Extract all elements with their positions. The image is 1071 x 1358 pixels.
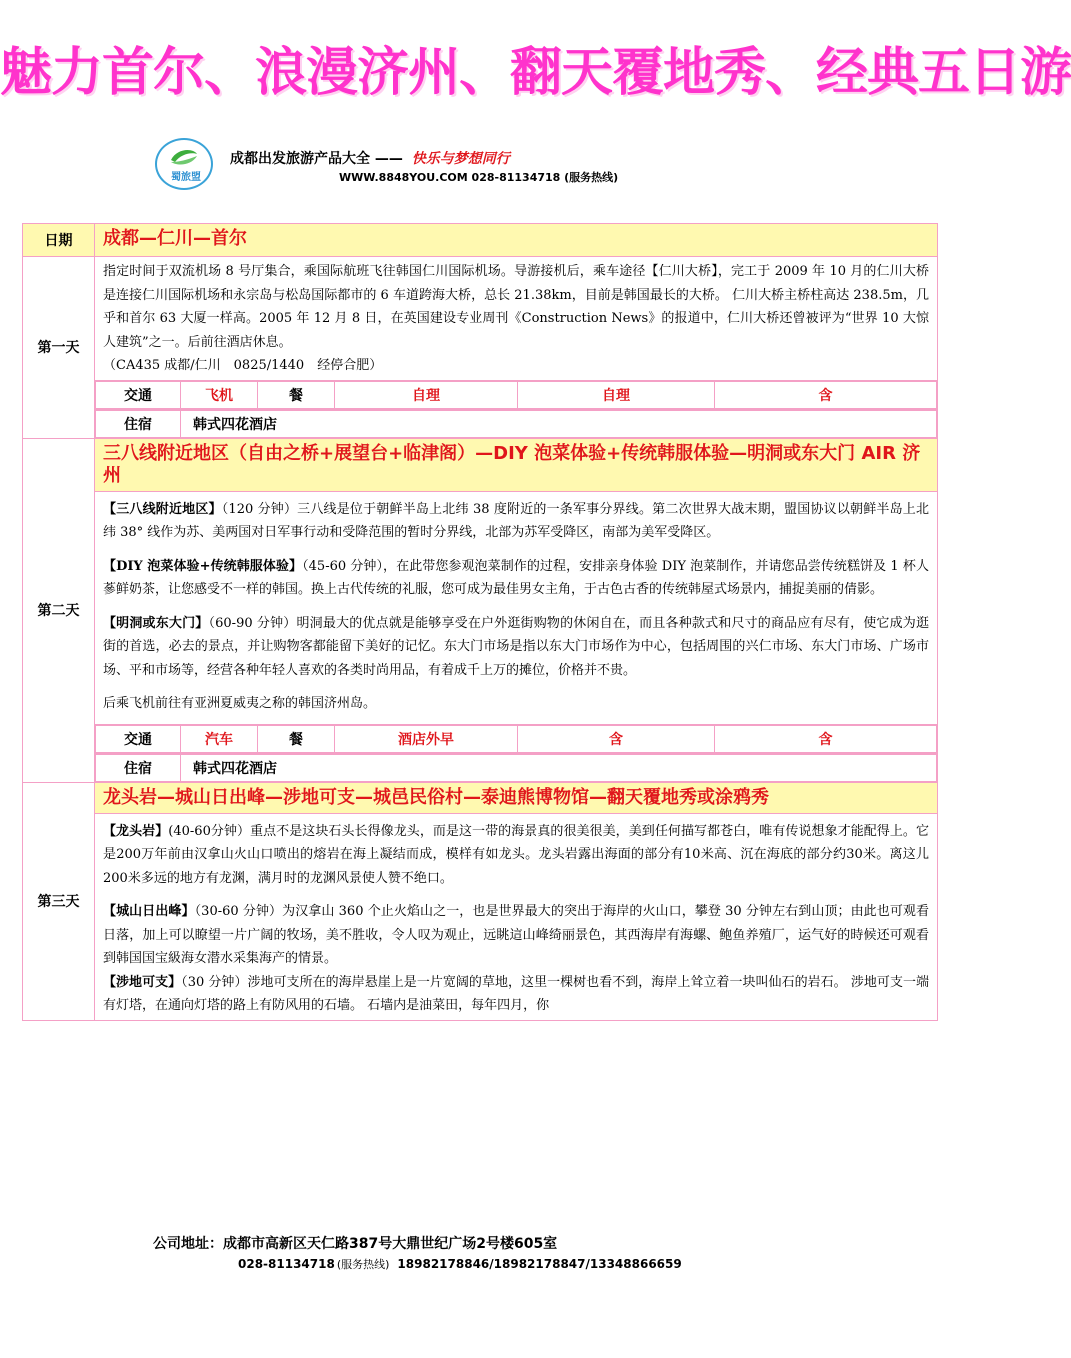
brand-tagline <box>230 148 510 168</box>
footer-mobiles: 18982178846/18982178847/13348866659 <box>397 1257 682 1271</box>
day3-route-row <box>23 782 938 813</box>
brand-banner <box>155 138 715 190</box>
date-header: 日期 <box>23 224 95 257</box>
address-value: 成都市高新区天仁路387号大鼎世纪广场2号楼605室 <box>223 1236 558 1252</box>
day2-paragraph-1: 【三八线附近地区】（120 分钟）三八线是位于朝鲜半岛上北纬 38 度附近的一条军事分界线。第二次世界大战末期，盟国协议以朝鲜半岛上北纬 38° 线作为苏、美两国对日军事行动和受降范围的暂时分界线，北部为苏军受降区，南部为美军受降区。 <box>103 501 929 540</box>
day1-transport-row <box>23 380 938 409</box>
day2-paragraph-3: 【明洞或东大门】（60-90 分钟）明洞最大的优点就是能够享受在户外逛街购物的休闲自在，而且各种款式和尺寸的商品应有尽有，使它成为逛街的首选，必去的景点，并让购物客都能留下美好的记忆。东大门市场是指以东大门市场作为中心，包括周围的兴仁市场、东大门市场、广场市场、平和市场等，经营各种年轻人喜欢的各类时尚用品，有着成千上万的摊位，价格并不贵。 <box>103 615 929 678</box>
logo-text: 蜀旅盟 <box>171 172 201 183</box>
day2-paragraph-2: 【DIY 泡菜体验+传统韩服体验】（45-60 分钟），在此带您参观泡菜制作的过程，安排亲身体验 DIY 泡菜制作，并请您品尝传统糕饼及 1 杯人蔘鲜奶茶，让您感受不一样的韩国。换上古代传统的礼服，您可成为最佳男女主角，于古色古香的传统韩屋式场景内，捕捉美丽的倩影。 <box>103 558 929 597</box>
brand-logo <box>155 138 213 190</box>
day2-label: 第二天 <box>23 438 95 782</box>
day3-paragraph-1: 【龙头岩】(40-60分钟）重点不是这块石头长得像龙头，而是这一带的海景真的很美很美，美到任何描写都苍白，唯有传说想象才能配得上。它是200万年前由汉拿山火山口喷出的熔岩在海上凝结而成，模样有如龙头。龙头岩露出海面的部分有10米高、沉在海底的部分约30米。离这儿200米多远的地方有龙渊，满月时的龙渊风景使人赞不绝口。 <box>103 823 929 886</box>
brand-slogan: 快乐与梦想同行 <box>411 151 510 167</box>
footer-hotline-note: (服务热线) <box>336 1258 390 1271</box>
brand-name: 成都出发旅游产品大全 —— <box>230 151 403 167</box>
day2-transport: 汽车 <box>181 725 258 752</box>
day1-lunch: 自理 <box>518 381 715 408</box>
brand-contact <box>339 169 618 185</box>
company-address <box>153 1233 682 1253</box>
day2-route-row <box>23 438 938 491</box>
day1-flight: （CA435 成都/仁川 0825/1440 经停合肥） <box>103 358 383 373</box>
day2-dinner: 含 <box>715 725 937 752</box>
day1-transport: 飞机 <box>181 381 258 408</box>
footer-phone: 028-81134718 <box>238 1257 335 1271</box>
day2-lunch: 含 <box>518 725 715 752</box>
day1-breakfast: 自理 <box>335 381 518 408</box>
brand-website[interactable]: WWW.8848YOU.COM <box>339 171 468 184</box>
day3-route: 龙头岩—城山日出峰—涉地可支—城邑民俗村—泰迪熊博物馆—翻天覆地秀或涂鸦秀 <box>95 782 938 813</box>
day2-description-row <box>23 491 938 724</box>
day2-breakfast: 酒店外早 <box>335 725 518 752</box>
day2-route: 三八线附近地区（自由之桥+展望台+临津阁）—DIY 泡菜体验+传统韩服体验—明洞或东大门 AIR 济州 <box>95 438 938 491</box>
day2-description <box>95 491 938 724</box>
day2-stay-row <box>23 753 938 782</box>
day1-description-row <box>23 257 938 381</box>
day1-route: 成都—仁川—首尔 <box>95 224 938 257</box>
footer <box>153 1233 682 1272</box>
day3-description <box>95 813 938 1020</box>
itinerary-table <box>22 223 938 1021</box>
day3-label: 第三天 <box>23 782 95 1020</box>
day2-transport-row <box>23 724 938 753</box>
day2-paragraph-4: 后乘飞机前往有亚洲夏威夷之称的韩国济州岛。 <box>103 696 377 711</box>
transport-label: 交通 <box>96 725 181 752</box>
day3-paragraph-3: 【涉地可支】（30 分钟）涉地可支所在的海岸悬崖上是一片宽阔的草地，这里一棵树也看不到，海岸上耸立着一块叫仙石的岩石。 涉地可支一端有灯塔，在通向灯塔的路上有防风用的石墙。 石墙内是油菜田，每年四月，你 <box>103 974 929 1013</box>
day1-label: 第一天 <box>23 257 95 439</box>
table-header-row <box>23 224 938 257</box>
address-label: 公司地址： <box>153 1236 223 1252</box>
day3-paragraph-2: 【城山日出峰】（30-60 分钟）为汉拿山 360 个止火焰山之一，也是世界最大的突出于海岸的火山口，攀登 30 分钟左右到山顶；由此也可观看日落，加上可以瞭望一片广阔的牧场，美不胜收，令人叹为观止，远眺這山峰绮丽景色，其西海岸有海螺、鲍鱼养殖厂，运气好的時候还可观看到韩国国宝級海女潜水采集海产的情景。 <box>103 904 929 966</box>
page-title: 魅力首尔、浪漫济州、翻天覆地秀、经典五日游 <box>0 43 1071 103</box>
day1-hotel: 韩式四花酒店 <box>181 410 937 437</box>
stay-label: 住宿 <box>96 754 181 781</box>
footer-phones <box>238 1256 682 1272</box>
day1-dinner: 含 <box>715 381 937 408</box>
stay-label: 住宿 <box>96 410 181 437</box>
day2-hotel: 韩式四花酒店 <box>181 754 937 781</box>
day1-description <box>95 257 938 381</box>
brand-hotline-note: (服务热线) <box>564 171 619 184</box>
brand-phone: 028-81134718 <box>471 171 561 184</box>
meal-label: 餐 <box>258 725 335 752</box>
day1-paragraph: 指定时间于双流机场 8 号厅集合，乘国际航班飞往韩国仁川国际机场。导游接机后，乘车途径【仁川大桥】，完工于 2009 年 10 月的仁川大桥是连接仁川国际机场和永宗岛与松岛国际都市的 6 车道跨海大桥，总长 21.38km，目前是韩国最长的大桥。 仁川大桥主桥柱高达 238.5m，几乎和首尔 63 大厦一样高。2005 年 12 月 8 日，在英国建设专业周刊《Construction News》的报道中，仁川大桥还曾被评为“世界 10 大惊人建筑”之一。后前往酒店休息。 <box>103 264 929 350</box>
day3-description-row <box>23 813 938 1020</box>
transport-label: 交通 <box>96 381 181 408</box>
day1-stay-row <box>23 409 938 438</box>
meal-label: 餐 <box>258 381 335 408</box>
